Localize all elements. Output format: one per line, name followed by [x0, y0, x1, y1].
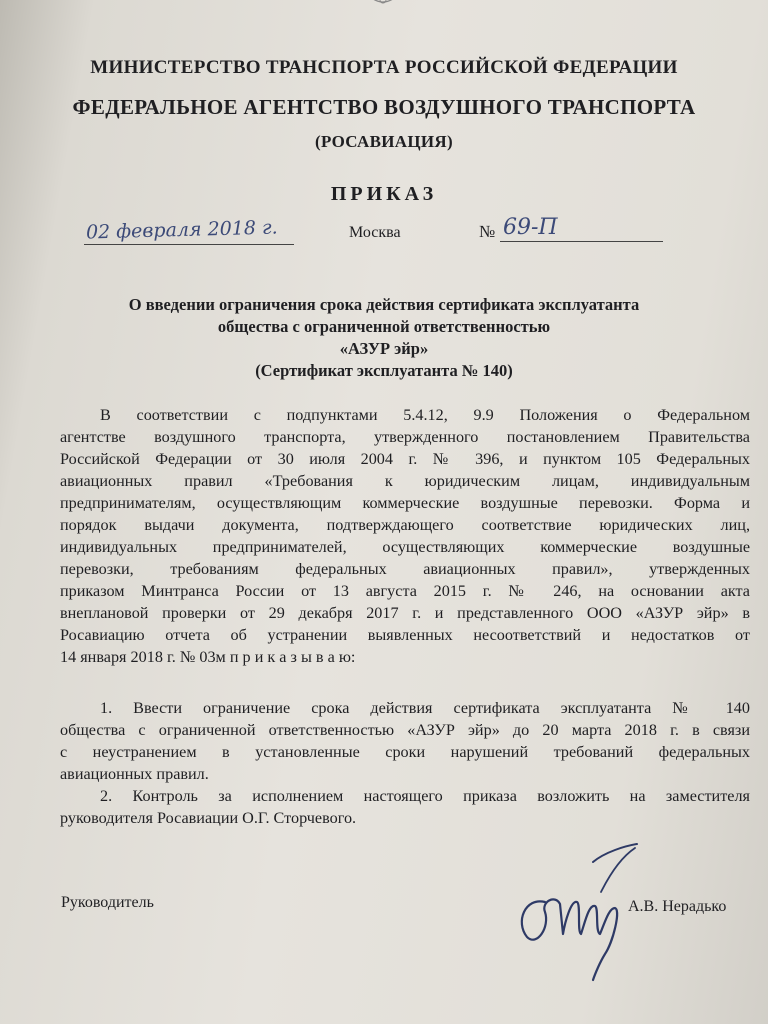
text-line: Российской Федерации от 30 июля 2004 г. № 396, и пунктом 105 Федеральных [60, 450, 750, 468]
subject-line: О введении ограничения срока действия сертификата эксплуатанта [128, 295, 640, 314]
order-item-1 [60, 697, 750, 785]
text-line: агентстве воздушного транспорта, утвержденного постановлением Правительства [60, 428, 750, 446]
document-type-title: ПРИКАЗ [330, 183, 438, 205]
signatory-title: Руководитель [61, 894, 154, 911]
text-line: В соответствии с подпунктами 5.4.12, 9.9 Положения о Федеральном [100, 406, 750, 424]
order-date-number-row [0, 215, 768, 255]
subject-line: общества с ограниченной ответственностью [217, 317, 551, 336]
agency-short-name: (РОСАВИАЦИЯ) [315, 132, 453, 151]
text-line: Росавиацию отчета об устранении выявленных несоответствий и недостатков от [60, 626, 750, 644]
state-emblem-icon [365, 0, 401, 8]
text-line: 1. Ввести ограничение срока действия сертификата эксплуатанта № 140 [100, 699, 750, 717]
text-line: предпринимателям, осуществляющим коммерческие воздушные перевозки. Форма и [60, 494, 750, 512]
ministry-heading: МИНИСТЕРСТВО ТРАНСПОРТА РОССИЙСКОЙ ФЕДЕРАЦИИ [90, 57, 678, 78]
text-line: общества с ограниченной ответственностью «АЗУР эйр» до 20 марта 2018 г. в связи [60, 721, 750, 739]
signature-block [0, 890, 768, 970]
text-line: внеплановой проверки от 29 декабря 2017 г. и представленного ООО «АЗУР эйр» в [60, 604, 750, 622]
text-line: приказом Минтранса России от 13 августа 2015 г. № 246, на основании акта [60, 582, 750, 600]
order-subject [60, 294, 708, 382]
preamble-paragraph [60, 404, 750, 668]
text-line: с неустранением в установленные сроки нарушений требований федеральных [60, 743, 750, 761]
text-line: авиационных правил «Требования к юридическим лицам, индивидуальным [60, 472, 750, 490]
date-underline [84, 244, 294, 245]
text-line: руководителя Росавиации О.Г. Сторчевого. [60, 809, 357, 827]
text-line: 2. Контроль за исполнением настоящего приказа возложить на заместителя [100, 787, 750, 805]
text-line: авиационных правил. [60, 765, 209, 783]
text-line: индивидуальных предпринимателей, осуществляющих коммерческие воздушные [60, 538, 750, 556]
signatory-name: А.В. Нерадько [628, 898, 727, 915]
handwritten-order-number: 69-П [503, 215, 558, 240]
number-sign: № [479, 222, 496, 241]
subject-line: (Сертификат эксплуатанта № 140) [255, 361, 513, 380]
text-line: порядок выдачи документа, подтверждающего соответствие юридических лиц, [60, 516, 750, 534]
agency-heading: ФЕДЕРАЛЬНОЕ АГЕНТСТВО ВОЗДУШНОГО ТРАНСПОРТА [72, 95, 696, 119]
handwritten-date: 02 февраля 2018 г. [85, 216, 278, 244]
text-line: перевозки, требованиям федеральных авиационных правил», утвержденных [60, 560, 750, 578]
subject-line: «АЗУР эйр» [339, 339, 429, 358]
number-underline [500, 241, 663, 242]
city-label: Москва [349, 224, 401, 241]
text-line: 14 января 2018 г. № 03м п р и к а з ы в а ю: [60, 648, 356, 666]
order-item-2 [60, 785, 750, 829]
